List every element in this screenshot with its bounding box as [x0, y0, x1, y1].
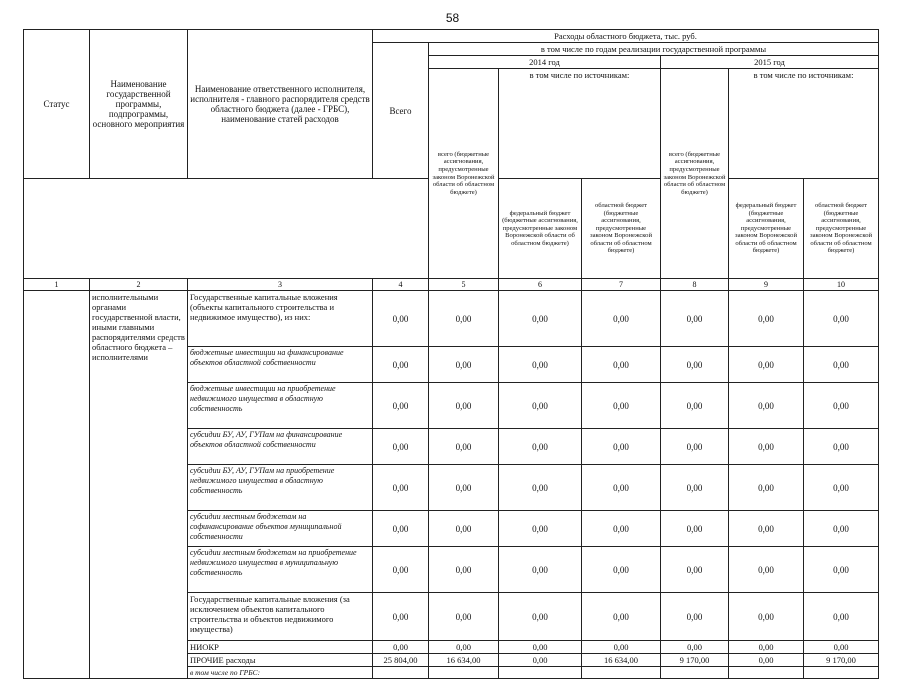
row-value: 0,00	[729, 547, 804, 593]
header-sources-2015: в том числе по источникам:	[729, 69, 879, 179]
header-regional-2015: областной бюджет (бюджетные ассигнования, предусмотренные законом Воронежской области об областном бюджете)	[804, 179, 879, 279]
header-program-name: Наименование государственной программы, подпрограммы, основного мероприятия	[90, 30, 188, 179]
row-value: 0,00	[429, 641, 499, 654]
header-federal-2014: федеральный бюджет (бюджетные ассигнования, предусмотренные законом Воронежской области об областном бюджете)	[499, 179, 582, 279]
row-value: 9 170,00	[661, 654, 729, 667]
row-value: 0,00	[729, 654, 804, 667]
row-value: 0,00	[804, 347, 879, 383]
row-value: 0,00	[429, 511, 499, 547]
row-value: 0,00	[661, 641, 729, 654]
budget-table	[23, 29, 879, 679]
row-value: 0,00	[373, 465, 429, 511]
row-value: 0,00	[582, 429, 661, 465]
row-value: 0,00	[582, 511, 661, 547]
row-value: 0,00	[499, 347, 582, 383]
row-value	[429, 667, 499, 679]
row-value: 25 804,00	[373, 654, 429, 667]
row-value: 0,00	[729, 291, 804, 347]
row-value: 0,00	[499, 465, 582, 511]
row-value: 0,00	[729, 429, 804, 465]
row-value: 0,00	[499, 383, 582, 429]
col-number: 7	[582, 279, 661, 291]
row-value: 0,00	[661, 465, 729, 511]
row-value: 0,00	[804, 429, 879, 465]
col-number: 5	[429, 279, 499, 291]
row-value: 0,00	[582, 291, 661, 347]
row-value: 0,00	[661, 383, 729, 429]
header-total: Всего	[373, 43, 429, 179]
row-value: 0,00	[661, 291, 729, 347]
row-value: 0,00	[429, 429, 499, 465]
row-value: 0,00	[582, 465, 661, 511]
row-value: 0,00	[499, 547, 582, 593]
row-value: 0,00	[499, 291, 582, 347]
header-total-2015: всего (бюджетные ассигнования, предусмотренные законом Воронежской области об областном бюджете)	[661, 69, 729, 279]
header-regional-2014: областной бюджет (бюджетные ассигнования, предусмотренные законом Воронежской области об областном бюджете)	[582, 179, 661, 279]
col-number: 8	[661, 279, 729, 291]
row-value: 0,00	[729, 383, 804, 429]
row-value: 0,00	[429, 383, 499, 429]
header-expenses: Расходы областного бюджета, тыс. руб.	[373, 30, 879, 43]
row-value: 0,00	[661, 347, 729, 383]
row-value: 0,00	[582, 547, 661, 593]
row-value: 0,00	[729, 641, 804, 654]
col-number: 1	[24, 279, 90, 291]
header-status: Статус	[24, 30, 90, 179]
row-value: 0,00	[729, 465, 804, 511]
row-value	[661, 667, 729, 679]
row-value: 0,00	[582, 593, 661, 641]
row-value: 0,00	[373, 593, 429, 641]
row-value: 0,00	[429, 291, 499, 347]
row-value: 0,00	[804, 511, 879, 547]
row-value: 0,00	[429, 465, 499, 511]
row-value: 0,00	[661, 429, 729, 465]
row-value: 0,00	[729, 511, 804, 547]
header-executor: Наименование ответственного исполнителя, исполнителя - главного распорядителя средств областного бюджета (далее - ГРБС), наименование статей расходов	[188, 30, 373, 179]
executor-cell: исполнительными органами государственной власти, иными главными распорядителями средств областного бюджета – исполнителями	[90, 291, 188, 679]
status-cell	[24, 291, 90, 679]
row-label: НИОКР	[188, 641, 373, 654]
row-label: субсидии БУ, АУ, ГУПам на приобретение недвижимого имущества в областную собственность	[188, 465, 373, 511]
row-value: 0,00	[499, 429, 582, 465]
row-label: ПРОЧИЕ расходы	[188, 654, 373, 667]
row-value: 0,00	[729, 593, 804, 641]
row-value: 0,00	[804, 383, 879, 429]
row-label: Государственные капитальные вложения (за исключением объектов капитального строительства и объектов недвижимого имущества)	[188, 593, 373, 641]
row-value: 0,00	[373, 383, 429, 429]
row-value: 0,00	[373, 511, 429, 547]
header-year-2014: 2014 год	[429, 56, 661, 69]
row-value: 16 634,00	[582, 654, 661, 667]
col-number: 3	[188, 279, 373, 291]
col-number: 9	[729, 279, 804, 291]
page-number: 58	[445, 11, 460, 25]
row-label: субсидии местным бюджетам на приобретение недвижимого имущества в муниципальную собственность	[188, 547, 373, 593]
row-value: 0,00	[582, 641, 661, 654]
row-label: в том числе по ГРБС:	[188, 667, 373, 679]
header-federal-2015: федеральный бюджет (бюджетные ассигнования, предусмотренные законом Воронежской области об областном бюджете)	[729, 179, 804, 279]
row-value	[729, 667, 804, 679]
row-label: субсидии местным бюджетам на софинансирование объектов муниципальной собственности	[188, 511, 373, 547]
row-value: 0,00	[499, 654, 582, 667]
row-value: 0,00	[804, 291, 879, 347]
row-value: 16 634,00	[429, 654, 499, 667]
row-value: 0,00	[804, 641, 879, 654]
row-value: 9 170,00	[804, 654, 879, 667]
row-value: 0,00	[373, 641, 429, 654]
row-value: 0,00	[429, 593, 499, 641]
row-value: 0,00	[373, 429, 429, 465]
row-value: 0,00	[499, 593, 582, 641]
header-sources-2014: в том числе по источникам:	[499, 69, 661, 179]
row-value: 0,00	[729, 347, 804, 383]
row-value: 0,00	[373, 547, 429, 593]
row-value: 0,00	[429, 547, 499, 593]
row-value: 0,00	[582, 347, 661, 383]
row-label: субсидии БУ, АУ, ГУПам на финансирование объектов областной собственности	[188, 429, 373, 465]
row-value	[373, 667, 429, 679]
row-value: 0,00	[499, 511, 582, 547]
col-number: 2	[90, 279, 188, 291]
row-label: бюджетные инвестиции на финансирование объектов областной собственности	[188, 347, 373, 383]
row-value: 0,00	[373, 347, 429, 383]
row-value: 0,00	[661, 511, 729, 547]
row-label: бюджетные инвестиции на приобретение недвижимого имущества в областную собственность	[188, 383, 373, 429]
row-value: 0,00	[661, 593, 729, 641]
row-label: Государственные капитальные вложения (объекты капитального строительства и недвижимое имущество), из них:	[188, 291, 373, 347]
row-value: 0,00	[804, 547, 879, 593]
row-value: 0,00	[804, 593, 879, 641]
row-value: 0,00	[804, 465, 879, 511]
row-value: 0,00	[582, 383, 661, 429]
col-number: 6	[499, 279, 582, 291]
col-number: 10	[804, 279, 879, 291]
row-value: 0,00	[499, 641, 582, 654]
row-value: 0,00	[661, 547, 729, 593]
col-number: 4	[373, 279, 429, 291]
header-total-2014: всего (бюджетные ассигнования, предусмотренные законом Воронежской области об областном бюджете)	[429, 69, 499, 279]
header-by-years: в том числе по годам реализации государственной программы	[429, 43, 879, 56]
row-value	[582, 667, 661, 679]
header-year-2015: 2015 год	[661, 56, 879, 69]
row-value: 0,00	[373, 291, 429, 347]
row-value	[499, 667, 582, 679]
row-value: 0,00	[429, 347, 499, 383]
row-value	[804, 667, 879, 679]
